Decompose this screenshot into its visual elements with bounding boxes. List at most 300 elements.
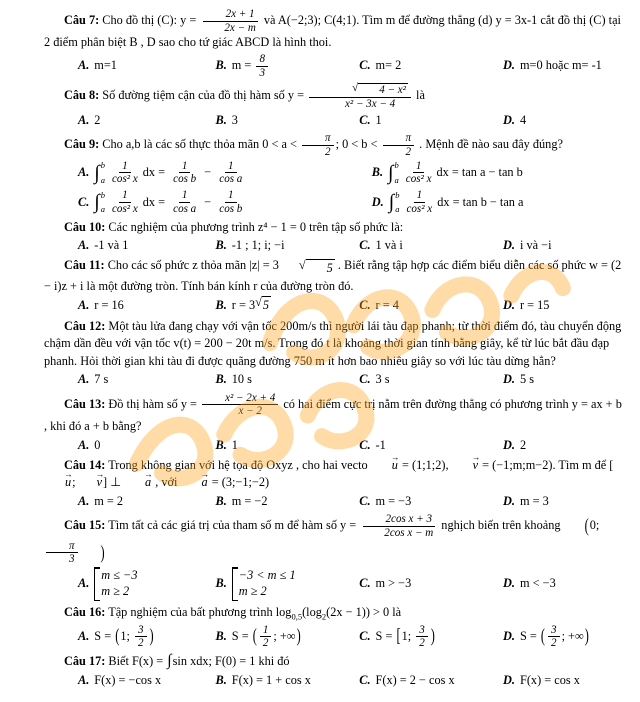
option-label: A. (78, 165, 90, 180)
answer-options (44, 567, 622, 601)
answer-options (44, 237, 622, 254)
denominator (548, 637, 560, 650)
integral-sign: ∫ (94, 161, 100, 184)
denominator (46, 553, 78, 566)
answer-option-d (503, 53, 622, 79)
text: (log (302, 605, 322, 620)
option-body (94, 57, 117, 74)
text: sin xdx; F(0) = 1 khi đó (172, 654, 290, 669)
radical-sign: √ (255, 295, 262, 310)
integral (94, 160, 105, 185)
text: 3 (551, 623, 557, 636)
numerator (383, 132, 415, 146)
big-paren: ) (100, 541, 105, 563)
option-body (520, 624, 590, 650)
question-text (44, 132, 622, 158)
option-label: C. (359, 112, 371, 127)
denominator (170, 173, 199, 186)
numerator (203, 8, 258, 22)
text: 3 (231, 112, 238, 127)
numerator (179, 160, 191, 174)
answer-options (44, 112, 622, 129)
text: 1 (416, 189, 423, 202)
answer-option-b (216, 437, 354, 454)
big-paren: ) (296, 625, 301, 647)
option-label: B. (215, 672, 227, 687)
option-body (94, 160, 247, 186)
answer-option-c (359, 672, 497, 689)
answer-option-b (216, 112, 354, 129)
text: m= 2 (375, 58, 402, 73)
text: cos b (173, 173, 197, 186)
option-label: D. (503, 493, 515, 508)
fraction (135, 624, 147, 650)
option-body (520, 672, 580, 689)
text: 4 − x² (379, 84, 406, 97)
option-label: D. (503, 372, 515, 387)
text: x² − 3x − 4 (344, 98, 396, 111)
text: 2 (419, 637, 425, 650)
text: 2 (262, 637, 269, 650)
question-cau-10 (44, 219, 622, 255)
fraction (309, 82, 411, 110)
text: ; +∞ (273, 629, 296, 644)
fraction (302, 132, 334, 158)
vector: → a (124, 474, 152, 491)
denominator (403, 173, 435, 186)
fraction (46, 540, 78, 566)
fraction (403, 160, 435, 186)
option-body (520, 493, 549, 510)
radicand (358, 83, 408, 97)
text: 1 (181, 189, 188, 202)
text: 2 (551, 637, 557, 650)
option-label: A. (78, 297, 90, 312)
text: 3 (137, 623, 144, 636)
text: 2cos x + 3 (385, 513, 432, 526)
option-body (232, 53, 270, 79)
option-label: D. (503, 112, 515, 127)
lower-limit: a (394, 174, 399, 185)
big-paren: ) (584, 625, 589, 647)
text: 1; (401, 629, 415, 644)
text: Trong không gian với hệ tọa độ Oxyz , cho hai vecto (105, 457, 371, 472)
case-row (101, 584, 129, 600)
option-label: B. (215, 493, 227, 508)
option-label: C. (359, 372, 371, 387)
answer-option-d (503, 672, 622, 689)
numerator (119, 160, 131, 174)
text: (2x − 1)) > 0 là (326, 605, 402, 620)
denominator (170, 203, 199, 216)
option-body (376, 493, 412, 510)
answer-options (44, 296, 622, 314)
answer-option-c (78, 189, 366, 215)
option-body (232, 672, 311, 689)
subscript: 0,5 (291, 611, 303, 622)
fraction (201, 8, 258, 34)
text: Cho các số phức z thỏa mãn |z| = 3 (104, 258, 279, 273)
option-label: C. (359, 58, 371, 73)
text: F(x) = 1 + cos x (231, 672, 311, 687)
big-paren: ( (584, 515, 589, 537)
big-paren: ) (430, 625, 435, 647)
text: x − 2 (238, 405, 262, 418)
answer-option-a (78, 371, 210, 388)
answer-option-c (359, 567, 497, 601)
text: π (405, 132, 412, 145)
text: 1; (120, 629, 133, 644)
answer-options (44, 437, 622, 454)
bold-text: Câu 14: (64, 457, 106, 472)
text: m = 3 (519, 493, 549, 508)
text: dx = tan b − tan a (437, 194, 524, 209)
lower-limit: a (395, 204, 400, 215)
answer-option-b (216, 296, 354, 314)
option-body (232, 567, 298, 601)
answer-option-d (503, 493, 622, 510)
case-row (239, 568, 296, 584)
numerator (179, 189, 191, 203)
text: 1 và i (375, 237, 403, 252)
text: 2 (325, 145, 331, 158)
question-cau-8 (44, 82, 622, 129)
option-label: A. (78, 437, 90, 452)
option-body (376, 575, 412, 592)
text: 2x − m (224, 21, 256, 34)
option-label: D. (503, 576, 515, 591)
numerator (363, 513, 435, 527)
text: 1 (228, 189, 234, 202)
question-text (44, 318, 622, 370)
fraction (256, 53, 268, 79)
question-cau-12 (44, 318, 622, 389)
option-body (520, 437, 526, 454)
option-label: A. (78, 493, 90, 508)
upper-limit: b (100, 160, 106, 171)
option-label: D. (503, 437, 515, 452)
option-body (520, 112, 526, 129)
question-cau-17 (44, 653, 622, 689)
text: -1 (375, 437, 386, 452)
option-body (232, 112, 238, 129)
denominator (216, 203, 245, 216)
text: F(x) = −cos x (94, 672, 162, 687)
integral (94, 190, 105, 215)
numerator (260, 624, 272, 638)
question-cau-14 (44, 457, 622, 510)
bold-text: Câu 7: (64, 13, 100, 28)
big-paren: [ (396, 625, 401, 647)
text: 1 (122, 159, 128, 172)
text: F(x) = 2 − cos x (375, 672, 455, 687)
big-paren: ) (149, 625, 154, 647)
option-label: C. (359, 437, 371, 452)
denominator (109, 173, 141, 186)
denominator (383, 146, 415, 159)
answer-options (44, 371, 622, 388)
option-body (520, 57, 602, 74)
option-label: B. (215, 112, 227, 127)
text: nghịch biến trên khoảng (438, 518, 564, 533)
answer-option-a (78, 160, 366, 186)
option-body (376, 237, 403, 254)
text: 1 (262, 623, 269, 636)
question-text (44, 8, 622, 52)
text: 3 s (375, 372, 390, 387)
question-cau-16 (44, 604, 622, 650)
text: 1 (122, 189, 128, 202)
big-paren: ( (115, 625, 120, 647)
text: m > −3 (375, 576, 412, 591)
answer-option-c (359, 53, 497, 79)
denominator (302, 146, 334, 159)
text: = (1;1;2), (398, 457, 452, 472)
answer-option-b (216, 53, 354, 79)
text: m ≤ −3 (101, 568, 138, 583)
option-label: D. (503, 58, 515, 73)
question-cau-9 (44, 132, 622, 215)
option-body (376, 297, 399, 314)
text: Các nghiệm của phương trình z⁴ − 1 = 0 trên tập số phức là: (105, 219, 404, 234)
vector: → v (452, 457, 479, 474)
text: S = (231, 629, 252, 644)
text: 3 (259, 66, 265, 79)
text: -1 và 1 (94, 237, 129, 252)
option-body (232, 371, 252, 388)
answer-options (44, 624, 622, 650)
option-body (94, 437, 100, 454)
answer-option-d (503, 296, 622, 314)
integral-sign: ∫ (94, 191, 100, 214)
upper-limit: b (394, 160, 399, 171)
text: dx = (142, 165, 169, 180)
question-cau-13 (44, 392, 622, 454)
answer-options (44, 53, 622, 79)
answer-option-c (359, 493, 497, 510)
text: cos b (219, 202, 243, 215)
text: -1 ; 1; i; −i (231, 237, 285, 252)
lower-limit: a (100, 204, 106, 215)
fraction (109, 189, 141, 215)
integral (389, 190, 400, 215)
text: −3 < m ≤ 1 (238, 568, 296, 583)
radicand (262, 296, 271, 314)
answer-option-a (78, 296, 210, 314)
text: − (201, 165, 215, 180)
answer-option-d (503, 237, 622, 254)
bold-text: Câu 12: (64, 318, 106, 333)
bold-text: Câu 17: (64, 654, 106, 669)
option-body (232, 493, 268, 510)
text: π (69, 539, 75, 552)
integral-limits (394, 160, 399, 185)
option-body (520, 371, 534, 388)
fraction (216, 160, 245, 186)
case-row (101, 568, 137, 584)
option-body (389, 189, 524, 215)
answer-options (44, 160, 622, 216)
text: ; +∞ (561, 629, 584, 644)
question-text (44, 604, 622, 623)
text: m < −3 (519, 576, 556, 591)
question-text (44, 457, 622, 492)
text: S = (94, 629, 115, 644)
fraction (202, 392, 278, 418)
text: 4 (519, 112, 527, 127)
text: và A(−2;3); C(4;1). Tìm m để đường thẳng (d) y = 3x-1 cắt đồ thị (C) tại 2 điểm phân biệt B , D sao cho tứ giác ABCD là hình thoi. (44, 13, 621, 50)
upper-limit: b (100, 189, 106, 200)
bold-text: Câu 11: (64, 258, 105, 273)
sqrt (279, 259, 335, 277)
text: 1 (228, 159, 234, 172)
option-label: D. (503, 672, 515, 687)
numerator (119, 189, 131, 203)
integral-sign: ∫ (167, 652, 172, 670)
option-body (94, 112, 100, 129)
option-body (232, 437, 238, 454)
text: Biết F(x) = (105, 654, 167, 669)
option-label: D. (503, 629, 515, 644)
text: 1 (415, 159, 422, 172)
text: . Biết rằng tập hợp các điểm biểu diễn các số phức w = (2 − i)z + i là một đường tròn. Tính bán kính r của đường tròn đó. (44, 258, 622, 293)
bold-text: Câu 10: (64, 219, 106, 234)
option-body (520, 575, 556, 592)
text: m = −2 (231, 493, 268, 508)
vector: → u (44, 474, 72, 491)
option-body (94, 672, 161, 689)
text: m=0 hoặc m= -1 (519, 58, 602, 73)
cases-bracket (232, 567, 298, 601)
integral-limits (394, 190, 399, 215)
text: cos² x (112, 202, 138, 215)
radicand (306, 259, 335, 277)
text: Cho đồ thị (C): y = (99, 13, 200, 28)
case-row (239, 584, 267, 600)
question-text (44, 257, 622, 295)
option-label: C. (359, 629, 371, 644)
integral-sign: ∫ (388, 161, 394, 184)
text: 1 (231, 437, 238, 452)
option-body (94, 493, 123, 510)
text: Tập nghiệm của bất phương trình log (105, 605, 292, 620)
text: 5 s (519, 372, 534, 387)
upper-limit: b (395, 189, 400, 200)
text: m = −3 (375, 493, 412, 508)
option-label: B. (215, 576, 227, 591)
option-body (94, 189, 247, 215)
numerator (202, 392, 278, 406)
integral-sign: ∫ (388, 191, 395, 214)
option-body (376, 57, 402, 74)
option-label: B. (215, 372, 227, 387)
text: m ≥ 2 (101, 584, 130, 599)
option-label: C. (359, 237, 371, 252)
text: π (325, 132, 331, 145)
text: r = 4 (375, 297, 399, 312)
fraction (361, 513, 436, 539)
answer-option-a (78, 437, 210, 454)
answer-option-a (78, 53, 210, 79)
text: F(x) = cos x (519, 672, 580, 687)
option-body (232, 237, 285, 254)
answer-options (44, 672, 622, 689)
bold-text: Câu 8: (64, 88, 100, 103)
option-body (94, 297, 123, 314)
denominator (403, 203, 435, 216)
bold-text: Câu 16: (64, 605, 106, 620)
option-body (520, 297, 549, 314)
denominator (201, 22, 258, 35)
option-body (94, 371, 108, 388)
lower-limit: a (100, 174, 106, 185)
vector: → u (371, 457, 399, 474)
text: là (412, 88, 425, 103)
question-text (44, 513, 622, 566)
text: 3 (69, 553, 75, 566)
integral-limits (100, 190, 105, 215)
option-label: A. (78, 58, 90, 73)
option-body (520, 237, 552, 254)
text: 2 (94, 112, 101, 127)
text: dx = (142, 194, 169, 209)
option-body (376, 624, 436, 650)
text: 7 s (94, 372, 109, 387)
subscript: 2 (321, 611, 327, 622)
answer-option-a (78, 672, 210, 689)
option-label: A. (78, 237, 90, 252)
text: cos² x (112, 173, 138, 186)
option-body (232, 296, 271, 314)
option-label: B. (215, 237, 227, 252)
text: 0; (589, 518, 600, 533)
text: m = (231, 58, 255, 73)
text: . Mệnh đề nào sau đây đúng? (416, 137, 563, 152)
answer-option-a (78, 493, 210, 510)
option-label: C. (359, 493, 371, 508)
radical-sign: √ (352, 82, 359, 95)
text: Cho a,b là các số thực thỏa mãn 0 < a < (99, 137, 301, 152)
sqrt (255, 296, 271, 314)
text: Một tàu lửa đang chạy với vận tốc 200m/s thì người lái tàu đạp phanh; từ thời điểm đó, tàu chuyển động chậm dần đều với vận tốc v(t) = 200 − 20t m/s. Trong đó t là khoảng thời gian tính bằng giây, kể từ lúc bắt đầu đạp phanh. Hỏi thời gian khi tàu đi được quãng đường 750 m ít hơn bao nhiêu giây so với lúc tàu dừng hẳn? (44, 318, 622, 368)
option-body (376, 371, 390, 388)
sqrt (332, 83, 408, 97)
numerator (548, 624, 560, 638)
fraction (170, 189, 199, 215)
answer-option-b (372, 160, 622, 186)
answer-option-c (359, 624, 497, 650)
fraction (416, 624, 428, 650)
option-body (94, 237, 128, 254)
fraction (383, 132, 415, 158)
fraction (109, 160, 141, 186)
fraction (548, 624, 560, 650)
option-label: B. (215, 629, 227, 644)
text: Số đường tiệm cận của đồ thị hàm số y = (99, 88, 308, 103)
answer-option-a (78, 112, 210, 129)
answer-option-d (372, 189, 622, 215)
question-text (44, 82, 622, 110)
answer-option-b (216, 672, 354, 689)
numerator (256, 53, 268, 67)
text: cos a (173, 202, 197, 215)
fraction (216, 189, 245, 215)
answer-option-d (503, 112, 622, 129)
fraction (260, 624, 272, 650)
text: 2 (405, 145, 412, 158)
answer-option-c (359, 371, 497, 388)
option-body (94, 567, 139, 601)
